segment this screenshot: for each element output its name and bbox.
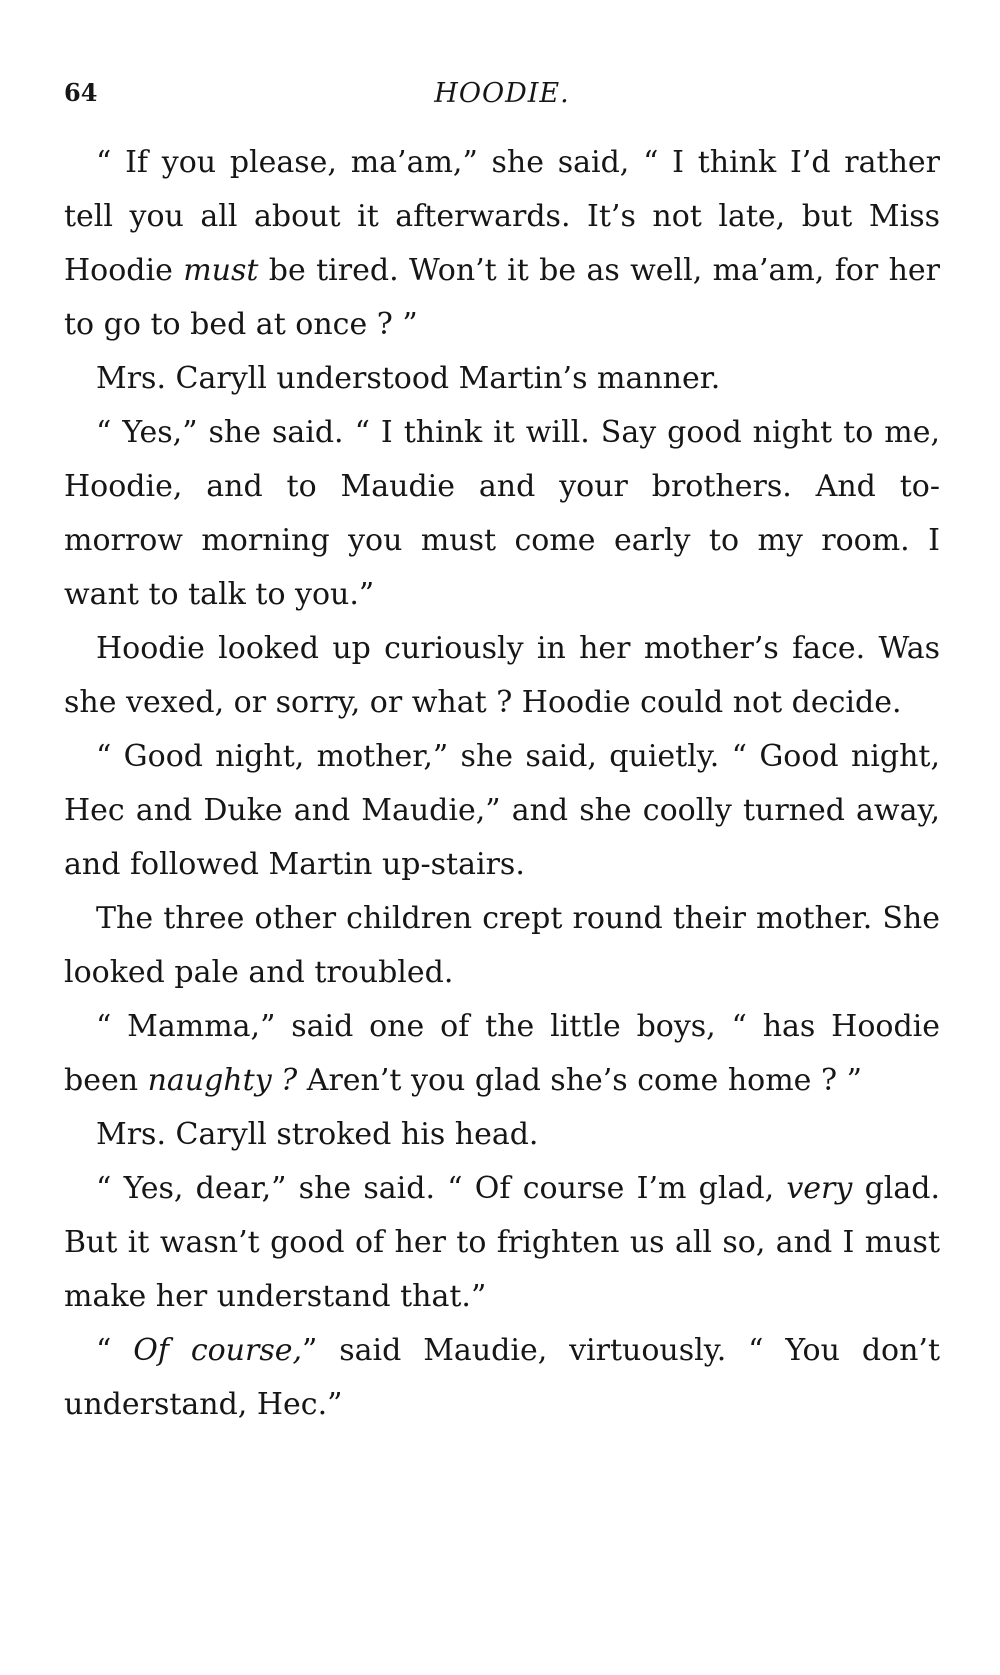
- paragraph: [64, 892, 940, 1000]
- text-run: Mrs. Caryll understood Martin’s manner.: [96, 361, 721, 396]
- italic-text: must: [183, 253, 259, 288]
- paragraph: [64, 136, 940, 352]
- paragraph: [64, 1162, 940, 1324]
- text-run: be tired. Won’t it be as well, ma’am, for her to go to bed at once ? ”: [64, 253, 940, 342]
- text-run: “ Yes, dear,” she said. “ Of course I’m glad,: [96, 1171, 787, 1206]
- text-run: The three other children crept round their mother. She looked pale and troubled.: [64, 901, 940, 990]
- italic-text: very: [786, 1171, 853, 1206]
- text-run: “: [96, 1333, 134, 1368]
- italic-text: naughty ?: [147, 1063, 298, 1098]
- paragraph: [64, 352, 940, 406]
- text-run: Hoodie looked up curiously in her mother’s face. Was she vexed, or sorry, or what ? Hoodie could not decide.: [64, 631, 940, 720]
- paragraph: [64, 1108, 940, 1162]
- text-run: “ Yes,” she said. “ I think it will. Say good night to me, Hoodie, and to Maudie and your brothers. And to-morrow morning you must come early to my room. I want to talk to you.”: [64, 415, 940, 612]
- text-run: “ Mamma,” said one of the little boys, “ has Hoodie been: [64, 1009, 940, 1098]
- text-run: glad. But it wasn’t good of her to frighten us all so, and I must make her understand that.”: [64, 1171, 940, 1314]
- text-run: “ If you please, ma’am,” she said, “ I think I’d rather tell you all about it afterwards. It’s not late, but Miss Hoodie: [64, 145, 940, 288]
- running-title: HOODIE.: [434, 78, 570, 109]
- paragraph: [64, 622, 940, 730]
- text-run: Mrs. Caryll stroked his head.: [96, 1117, 539, 1152]
- text-run: Aren’t you glad she’s come home ? ”: [297, 1063, 862, 1098]
- page-header: [64, 78, 940, 118]
- page-number: 64: [64, 78, 98, 107]
- paragraph: [64, 1324, 940, 1432]
- paragraph: [64, 406, 940, 622]
- text-run: “ Good night, mother,” she said, quietly. “ Good night, Hec and Duke and Maudie,” and she coolly turned away, and followed Martin up-stairs.: [64, 739, 940, 882]
- paragraph: [64, 730, 940, 892]
- paragraph: [64, 1000, 940, 1108]
- text-run: ” said Maudie, virtuously. “ You don’t understand, Hec.”: [64, 1333, 940, 1422]
- italic-text: Of course,: [133, 1333, 303, 1368]
- body-text: [64, 136, 940, 1432]
